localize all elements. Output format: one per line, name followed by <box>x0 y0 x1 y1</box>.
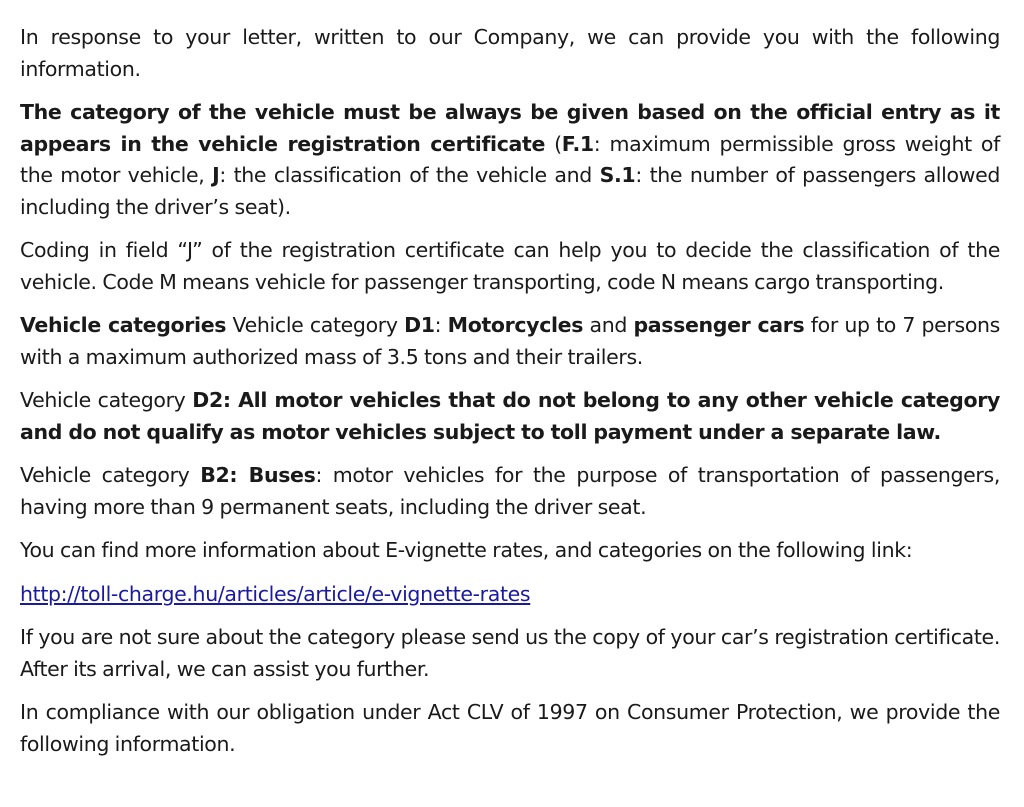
link-row <box>20 579 1000 611</box>
motorcycles-term: Motorcycles <box>447 313 584 337</box>
text-segment: ( <box>545 131 562 156</box>
e-vignette-rates-link[interactable]: http://toll-charge.hu/articles/article/e-vignette-rates <box>20 581 531 606</box>
consumer-protection-paragraph: In compliance with our obligation under Act CLV of 1997 on Consumer Protection, we provide the following information. <box>20 700 1000 756</box>
text-segment: Vehicle category <box>226 313 405 337</box>
field-code-j: J <box>212 163 220 187</box>
text-segment: : the number of passengers allowed including the driver’s seat). <box>20 163 1000 219</box>
category-d2-paragraph <box>20 385 1000 448</box>
text-segment: and <box>583 313 634 337</box>
registration-copy-paragraph: If you are not sure about the category please send us the copy of your car’s registration certificate. After its arrival, we can assist you further. <box>20 625 1000 681</box>
category-code-d1: D1 <box>404 313 435 337</box>
category-rule-emphasis: The category of the vehicle must be always be given based on the official entry as it appears in the vehicle registration certificate <box>20 100 1000 156</box>
text-segment: : maximum permissible gross weight of the motor vehicle, <box>20 131 1000 187</box>
category-d2-definition: D2: All motor vehicles that do not belong to any other vehicle category and do not qualify as motor vehicles subject to toll payment under a separate law. <box>20 388 1001 444</box>
category-b2-term: B2: Buses <box>200 463 316 487</box>
text-segment: for up to 7 persons with a maximum authorized mass of 3.5 tons and their trailers. <box>20 313 1000 369</box>
field-code-f1: F.1 <box>561 131 594 156</box>
vehicle-categories-heading: Vehicle categories <box>20 313 227 337</box>
text-segment: Vehicle category <box>20 463 201 487</box>
letter-body <box>20 22 1000 760</box>
more-info-paragraph: You can find more information about E-vignette rates, and categories on the following link: <box>20 538 913 562</box>
coding-paragraph: Coding in field “J” of the registration certificate can help you to decide the classification of the vehicle. Code M means vehicle for passenger transporting, code N means cargo transporting. <box>20 238 1000 294</box>
category-b2-paragraph <box>20 460 1000 523</box>
intro-paragraph: In response to your letter, written to our Company, we can provide you with the following information. <box>20 25 1000 81</box>
field-code-s1: S.1 <box>599 163 636 187</box>
category-d1-paragraph <box>20 310 1000 373</box>
category-rule-paragraph <box>20 97 1000 223</box>
passenger-cars-term: passenger cars <box>633 313 805 337</box>
text-segment: : the classification of the vehicle and <box>219 163 600 187</box>
text-segment: : motor vehicles for the purpose of transportation of passengers, having more than 9 permanent seats, including the driver seat. <box>20 463 1000 519</box>
text-segment: Vehicle category <box>20 388 193 412</box>
text-segment: : <box>434 313 448 337</box>
